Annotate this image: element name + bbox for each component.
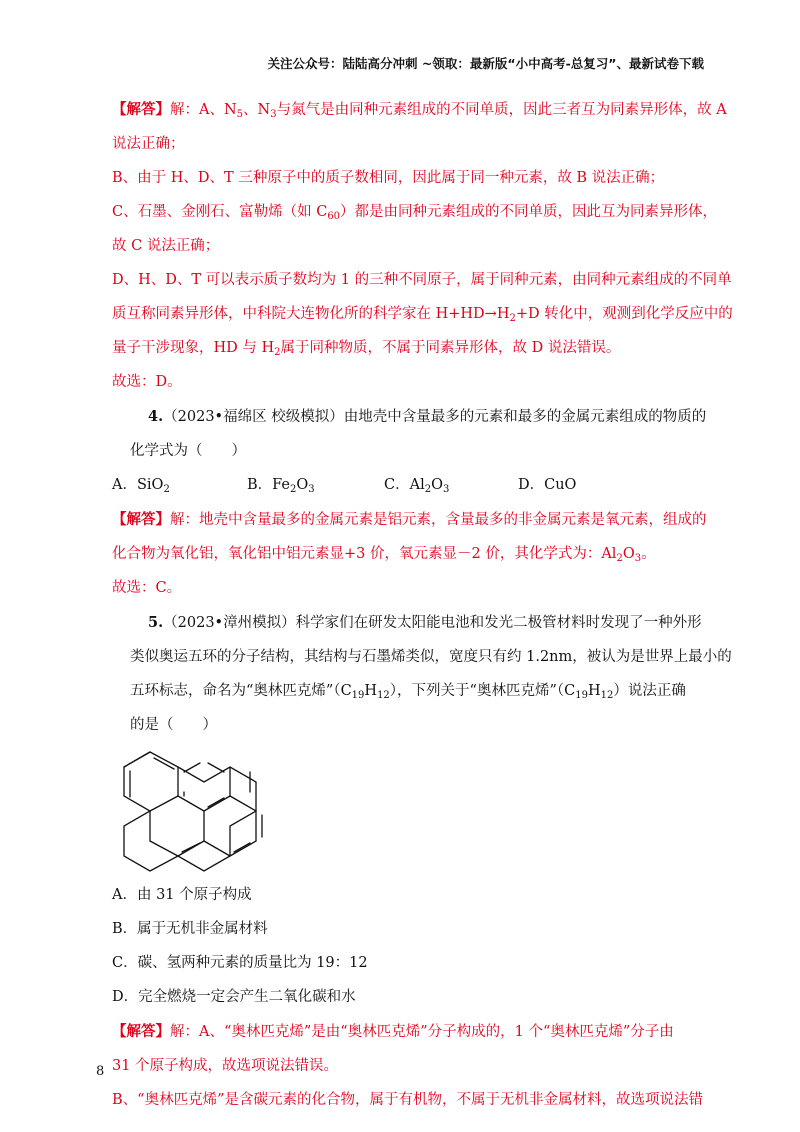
- answer-3-line-d1: D、H、D、T 可以表示质子数均为 1 的三种不同原子，属于同种元素，由同种元素组成的不同单: [112, 272, 732, 288]
- answer-3-line-c: C、石墨、金刚石、富勒烯（如 $C_{60}$）都是由同种元素组成的不同单质，因此互为同素异形体，: [112, 204, 718, 222]
- answer-3-line-2: 说法正确；: [112, 136, 185, 152]
- answer-5-line-b: B、“奥林匹克烯”是含碳元素的化合物，属于有机物，不属于无机非金属材料，故选项说法错: [112, 1092, 703, 1108]
- question-4-stem-1: 4.（2023•福绵区 校级模拟）由地壳中含量最多的元素和最多的金属元素组成的物质的: [148, 408, 707, 425]
- question-5-stem-3: 五环标志，命名为“奥林匹克烯$”(C_{19}H_{12})$，下列关于“奥林匹克烯$”(C_{19}H_{12})$说法正确: [130, 683, 686, 701]
- answer-label: 【解答】: [112, 101, 170, 118]
- answer-3-line-c2: 故 C 说法正确；: [112, 238, 220, 254]
- answer-4-line-2: 化合物为氧化铝，氧化铝中铝元素显+3 价，氧元素显－2 价，其化学式为：$Al_2O_3$。: [112, 546, 656, 564]
- question-5-stem-1: 5.（2023•漳州模拟）科学家们在研发太阳能电池和发光二极管材料时发现了一种外形: [148, 614, 702, 631]
- answer-3-line-d3: 量子干涉现象，HD 与 $H_2$属于同种物质，不属于同素异形体，故 D 说法错误。: [112, 340, 621, 358]
- answer-3-choice: 故选：D。: [112, 374, 182, 390]
- olympicene-structure-figure: [112, 748, 710, 872]
- question-number: 5.: [148, 614, 164, 631]
- page-header: 关注公众号：陆陆高分冲刺 ~领取：最新版“小中高考-总复习”、最新试卷下载: [267, 56, 704, 71]
- answer-5-line-2: 31 个原子构成，故选项说法错误。: [112, 1058, 339, 1074]
- olympicene-structure-svg: [112, 748, 296, 872]
- option-c: C．$Al_2O_3$: [384, 477, 450, 495]
- question-5-option-b: B．属于无机非金属材料: [112, 921, 268, 937]
- option-a: A．SiO$_2$: [112, 477, 170, 495]
- answer-3-line-b: B、由于 H、D、T 三种原子中的质子数相同，因此属于同一种元素，故 B 说法正确；: [112, 170, 665, 186]
- page-number: 8: [96, 1064, 105, 1079]
- answer-4-choice: 故选：C。: [112, 580, 182, 596]
- answer-3-line-1: 【解答】解：A、$N_5$、$N_3$与氮气是由同种元素组成的不同单质，因此三者互为同素异形体，故 A: [112, 101, 727, 120]
- question-4-stem-2: 化学式为（ ）: [130, 443, 246, 459]
- answer-5-line-1: 【解答】解：A、“奥林匹克烯”是由“奥林匹克烯”分子构成的，1 个“奥林匹克烯”分子由: [112, 1023, 674, 1040]
- question-5-option-a: A．由 31 个原子构成: [112, 887, 252, 903]
- question-4-options: [112, 474, 710, 497]
- answer-3-line-d2: 质互称同素异形体，中科院大连物化所的科学家在 $H+HD\to H_2+D$ 转化中，观测到化学反应中的: [112, 306, 733, 324]
- answer-label: 【解答】: [112, 1023, 170, 1040]
- option-d: D．CuO: [518, 477, 577, 493]
- page-content: [112, 98, 733, 1123]
- answer-4-line-1: 【解答】解：地壳中含量最多的金属元素是铝元素，含量最多的非金属元素是氧元素，组成的: [112, 511, 707, 528]
- question-number: 4.: [148, 408, 164, 425]
- question-5-stem-4: 的是（ ）: [130, 717, 217, 733]
- question-5-stem-2: 类似奥运五环的分子结构，其结构与石墨烯类似，宽度只有约 1.2nm，被认为是世界上最小的: [130, 649, 732, 665]
- question-5-option-d: D．完全燃烧一定会产生二氧化碳和水: [112, 989, 356, 1005]
- answer-label: 【解答】: [112, 511, 170, 528]
- question-5-option-c: C．碳、氢两种元素的质量比为 19：12: [112, 955, 368, 971]
- option-b: B．$Fe_2O_3$: [247, 477, 315, 495]
